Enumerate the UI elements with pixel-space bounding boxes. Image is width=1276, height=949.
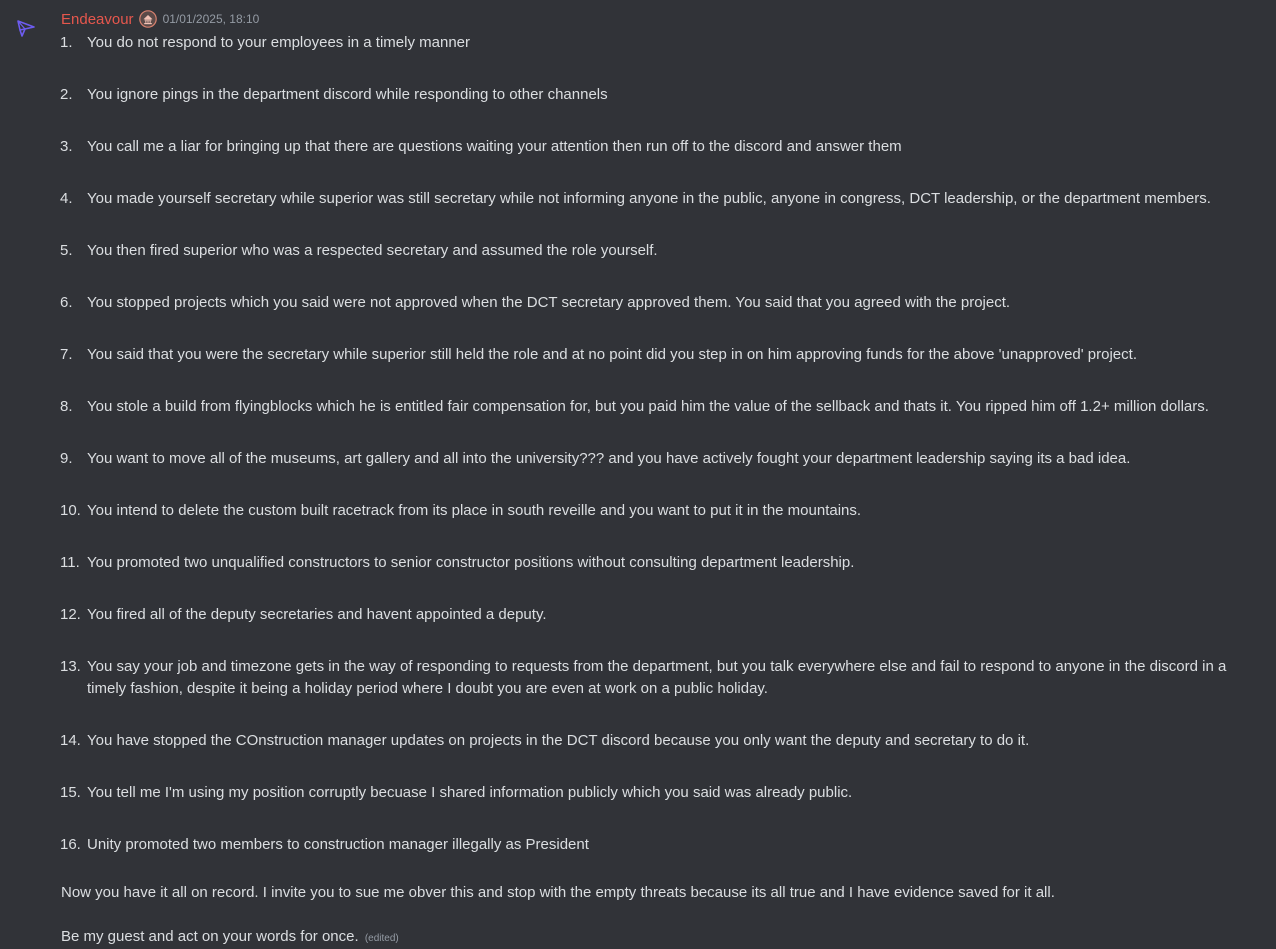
list-item (60, 136, 1260, 158)
list-item (60, 84, 1260, 106)
list-item-text: You have stopped the COnstruction manager updates on projects in the DCT discord because you only want the deputy and secretary to do it. (87, 732, 1030, 749)
list-item-text: You call me a liar for bringing up that there are questions waiting your attention then run off to the discord and answer them (87, 138, 902, 155)
list-item-text: You intend to delete the custom built racetrack from its place in south reveille and you want to put it in the mountains. (87, 502, 862, 519)
paper-plane-icon (14, 16, 38, 40)
list-item-text: You say your job and timezone gets in the way of responding to requests from the department, but you talk everywhere else and fail to respond to anyone in the discord in a timely fashion, despite it being a holiday period where I doubt you are even at work on a public holiday. (87, 658, 1227, 697)
message-header (61, 8, 259, 30)
list-item-number: 1. (60, 34, 73, 51)
final-paragraph (61, 926, 399, 949)
message-timestamp[interactable]: 01/01/2025, 18:10 (162, 12, 260, 26)
list-item-number: 5. (60, 242, 73, 259)
list-item-number: 16. (60, 836, 81, 853)
list-item-text: You do not respond to your employees in a timely manner (87, 34, 471, 51)
list-item-number: 10. (60, 502, 81, 519)
list-item-text: You fired all of the deputy secretaries and havent appointed a deputy. (87, 606, 547, 623)
list-item (60, 656, 1260, 700)
list-item-text: You made yourself secretary while superior was still secretary while not informing anyone in the public, anyone in congress, DCT leadership, or the department members. (87, 190, 1211, 207)
list-item (60, 188, 1260, 210)
list-item-text: You said that you were the secretary while superior still held the role and at no point did you step in on him approving funds for the above 'unapproved' project. (87, 346, 1137, 363)
message-list (60, 32, 1260, 856)
list-item-number: 2. (60, 86, 73, 103)
list-item-number: 14. (60, 732, 81, 749)
avatar[interactable] (14, 16, 38, 40)
list-item (60, 730, 1260, 752)
list-item (60, 448, 1260, 470)
list-item-text: You tell me I'm using my position corruptly becuase I shared information publicly which you said was already public. (87, 784, 853, 801)
list-item (60, 32, 1260, 54)
final-paragraph-text: Be my guest and act on your words for once. (61, 928, 359, 945)
edited-label[interactable]: (edited) (364, 933, 399, 944)
list-item (60, 396, 1260, 418)
list-item-number: 9. (60, 450, 73, 467)
list-item-number: 6. (60, 294, 73, 311)
username[interactable]: Endeavour (61, 10, 134, 28)
list-item-text: You want to move all of the museums, art gallery and all into the university??? and you have actively fought your department leadership saying its a bad idea. (87, 450, 1131, 467)
list-item (60, 604, 1260, 626)
list-item-text: Unity promoted two members to construction manager illegally as President (87, 836, 589, 853)
list-item (60, 782, 1260, 804)
list-item-text: You then fired superior who was a respected secretary and assumed the role yourself. (87, 242, 658, 259)
list-item-number: 15. (60, 784, 81, 801)
list-item-number: 7. (60, 346, 73, 363)
list-item (60, 834, 1260, 856)
list-item (60, 292, 1260, 314)
list-item (60, 344, 1260, 366)
list-item-number: 12. (60, 606, 81, 623)
role-badge-icon[interactable] (139, 10, 157, 28)
list-item (60, 500, 1260, 522)
list-item-text: You promoted two unqualified constructors to senior constructor positions without consulting department leadership. (87, 554, 855, 571)
list-item-number: 11. (60, 554, 80, 571)
list-item-text: You ignore pings in the department discord while responding to other channels (87, 86, 608, 103)
closing-paragraph: Now you have it all on record. I invite you to sue me obver this and stop with the empty threats because its all true and I have evidence saved for it all. (61, 884, 1055, 901)
list-item (60, 552, 1260, 574)
list-item-number: 8. (60, 398, 73, 415)
list-item-number: 3. (60, 138, 73, 155)
list-item-text: You stopped projects which you said were not approved when the DCT secretary approved them. You said that you agreed with the project. (87, 294, 1011, 311)
list-item-number: 4. (60, 190, 73, 207)
list-item-number: 13. (60, 658, 81, 675)
list-item-text: You stole a build from flyingblocks which he is entitled fair compensation for, but you paid him the value of the sellback and thats it. You ripped him off 1.2+ million dollars. (87, 398, 1209, 415)
list-item (60, 240, 1260, 262)
